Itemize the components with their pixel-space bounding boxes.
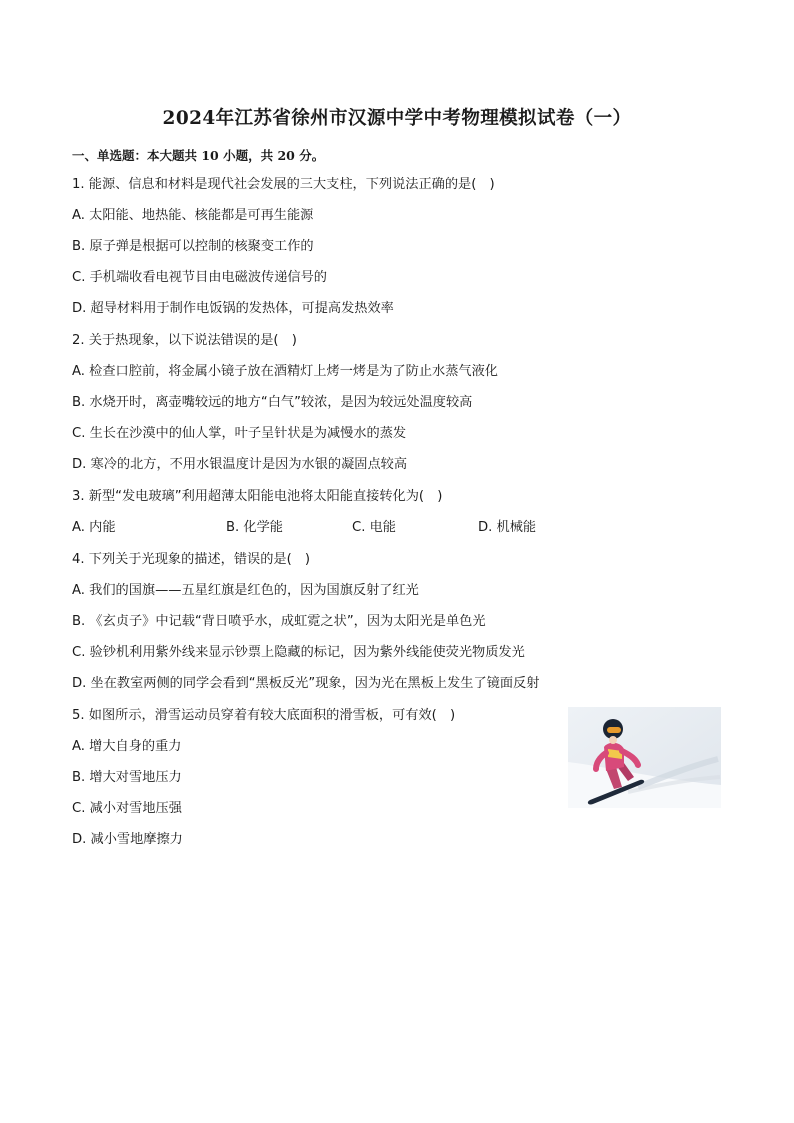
question-3-stem: 3. 新型“发电玻璃”利用超薄太阳能电池将太阳能直接转化为( ) [72,489,443,504]
question-4-option-a: A. 我们的国旗——五星红旗是红色的，因为国旗反射了红光 [72,583,419,598]
question-5-stem: 5. 如图所示，滑雪运动员穿着有较大底面积的滑雪板，可有效( ) [72,708,456,723]
question-1-option-d: D. 超导材料用于制作电饭锅的发热体，可提高发热效率 [72,301,394,316]
question-2-stem: 2. 关于热现象，以下说法错误的是( ) [72,333,297,348]
section-heading: 一、单选题：本大题共 10 小题，共 20 分。 [72,148,325,163]
question-4-option-b: B. 《玄贞子》中记载“背日喷乎水，成虹霓之状”，因为太阳光是单色光 [72,614,486,629]
question-2-option-a: A. 检查口腔前，将金属小镜子放在酒精灯上烤一烤是为了防止水蒸气液化 [72,364,498,379]
page-title: 2024年江苏省徐州市汉源中学中考物理模拟试卷（一） [162,108,632,129]
question-3-option-c: C. 电能 [352,520,396,535]
question-5-option-b: B. 增大对雪地压力 [72,770,182,785]
question-3-option-d: D. 机械能 [478,520,537,535]
question-2-option-c: C. 生长在沙漠中的仙人掌，叶子呈针状是为减慢水的蒸发 [72,426,407,441]
question-1-option-b: B. 原子弹是根据可以控制的核聚变工作的 [72,239,314,254]
question-3-option-a: A. 内能 [72,520,116,535]
question-2-option-b: B. 水烧开时，离壶嘴较远的地方“白气”较浓，是因为较远处温度较高 [72,395,473,410]
question-5-option-c: C. 减小对雪地压强 [72,801,182,816]
snowboarder-figure [568,707,721,808]
question-1-option-a: A. 太阳能、地热能、核能都是可再生能源 [72,208,314,223]
question-4-stem: 4. 下列关于光现象的描述，错误的是( ) [72,552,311,567]
question-4-option-d: D. 坐在教室两侧的同学会看到“黑板反光”现象，因为光在黑板上发生了镜面反射 [72,676,540,691]
question-2-option-d: D. 寒冷的北方，不用水银温度计是因为水银的凝固点较高 [72,457,408,472]
question-3-option-b: B. 化学能 [226,520,283,535]
question-5-option-d: D. 减小雪地摩擦力 [72,832,183,847]
question-5-option-a: A. 增大自身的重力 [72,739,182,754]
question-1-stem: 1. 能源、信息和材料是现代社会发展的三大支柱，下列说法正确的是( ) [72,177,495,192]
question-1-option-c: C. 手机端收看电视节目由电磁波传递信号的 [72,270,327,285]
question-4-option-c: C. 验钞机利用紫外线来显示钞票上隐藏的标记，因为紫外线能使荧光物质发光 [72,645,525,660]
